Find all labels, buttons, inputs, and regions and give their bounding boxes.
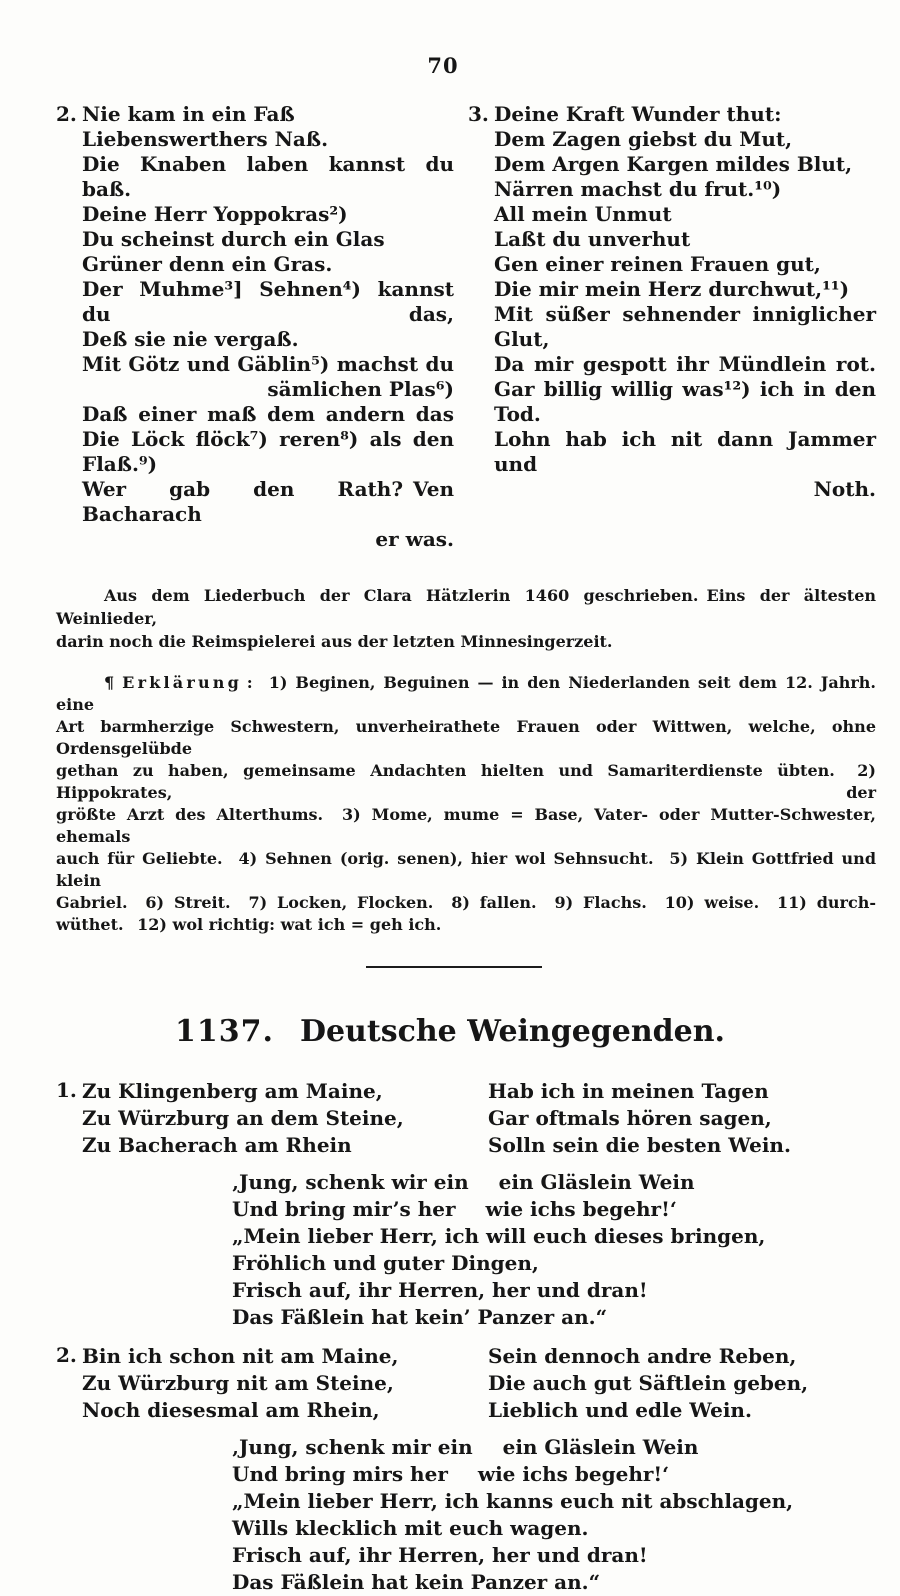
poem-line: Der Muhme³] Sehnen⁴) kannst du das, <box>82 277 454 326</box>
poem-line: Zu Klingenberg am Maine, <box>82 1079 383 1103</box>
poem-line: Grüner denn ein Gras. <box>82 252 333 276</box>
stanza-3-lines <box>494 102 876 552</box>
poem-line: Da mir gespott ihr Mündlein rot. <box>494 352 876 376</box>
poem-line: Laßt du unverhut <box>494 227 691 251</box>
poem-line: „Mein lieber Herr, ich kanns euch nit abschlagen, <box>232 1489 794 1513</box>
footnote-line: Gabriel. 6) Streit. 7) Locken, Flocken. 8) fallen. 9) Flachs. 10) weise. 11) durch- <box>56 893 876 912</box>
verse-1-right <box>468 1078 876 1159</box>
poem-line: Deine Herr Yoppokras²) <box>82 202 348 226</box>
stanza-2-number: 2. <box>56 102 77 126</box>
poem-line: Deine Kraft Wunder thut: <box>494 102 782 126</box>
poem-line: Wer gab den Rath? Ven Bacharach <box>82 477 454 526</box>
poem-line: Zu Bacherach am Rhein <box>82 1133 352 1157</box>
poem-line: Und bring mirs her wie ichs begehr!‘ <box>232 1462 670 1486</box>
poem-line: Die Knaben laben kannst du baß. <box>82 152 454 201</box>
source-note <box>56 584 876 653</box>
song-title <box>56 1014 844 1050</box>
poem-line: Das Fäßlein hat kein Panzer an.“ <box>232 1570 601 1594</box>
poem-line: Daß einer maß dem andern das <box>82 402 454 426</box>
poem-line: Wills klecklich mit euch wagen. <box>232 1516 589 1540</box>
refrain-1 <box>232 1169 876 1331</box>
poem-line: Gen einer reinen Frauen gut, <box>494 252 821 276</box>
footnotes-paragraph <box>56 672 876 936</box>
poem-line: Die Löck flöck⁷) reren⁸) als den Flaß.⁹) <box>82 427 454 476</box>
poem-line: All mein Unmut <box>494 202 672 226</box>
poem-line: Liebenswerthers Naß. <box>82 127 329 151</box>
poem-line: Lohn hab ich nit dann Jammer und <box>494 427 876 476</box>
verse-2 <box>56 1343 876 1424</box>
footnote-line: größte Arzt des Alterthums. 3) Mome, mume = Base, Vater- oder Mutter-Schwester, ehemals <box>56 805 876 846</box>
poem-line: er was. <box>375 527 454 551</box>
poem-line: Hab ich in meinen Tagen <box>488 1079 769 1103</box>
poem-line: Zu Würzburg an dem Steine, <box>82 1106 404 1130</box>
source-note-line: Aus dem Liederbuch der Clara Hätzlerin 1460 geschrieben. Eins der ältesten Weinlieder, <box>56 586 876 628</box>
footnote-line: ¶ E r k l ä r u n g : 1) Beginen, Beguinen — in den Niederlanden seit dem 12. Jahrh. eine <box>56 673 876 714</box>
verse-2-number: 2. <box>56 1343 77 1367</box>
stanza-3-number: 3. <box>468 102 489 126</box>
poem-line: Lieblich und edle Wein. <box>488 1398 752 1422</box>
poem-line: Noch diesesmal am Rhein, <box>82 1398 380 1422</box>
poem-line: sämlichen Plas⁶) <box>267 377 454 401</box>
song-title-text: Deutsche Weingegenden. <box>299 1014 726 1049</box>
footnote-line: gethan zu haben, gemeinsame Andachten hielten und Samariterdienste übten. 2) Hippokrates, der <box>56 761 876 802</box>
poem-line: Die auch gut Säftlein geben, <box>488 1371 809 1395</box>
poem-line: Bin ich schon nit am Maine, <box>82 1344 399 1368</box>
poem-line: Mit süßer sehnender inniglicher Glut, <box>494 302 876 351</box>
verse-1 <box>56 1078 876 1159</box>
verse-2-right <box>468 1343 876 1424</box>
footnote-line: wüthet. 12) wol richtig: wat ich = geh ich. <box>56 915 442 934</box>
poem-line: Frisch auf, ihr Herren, her und dran! <box>232 1543 648 1567</box>
source-note-line: darin noch die Reimspielerei aus der letzten Minnesingerzeit. <box>56 632 613 651</box>
refrain-2 <box>232 1434 876 1596</box>
poem-line: Dem Argen Kargen mildes Blut, <box>494 152 853 176</box>
footnote-line: auch für Geliebte. 4) Sehnen (orig. senen), hier wol Sehnsucht. 5) Klein Gottfried und klein <box>56 849 876 890</box>
poem-line: Gar oftmals hören sagen, <box>488 1106 772 1130</box>
poem-line: Und bring mir’s her wie ichs begehr!‘ <box>232 1197 677 1221</box>
poem-line: Du scheinst durch ein Glas <box>82 227 385 251</box>
poem-line: Nie kam in ein Faß <box>82 102 295 126</box>
stanza-section <box>56 102 876 552</box>
poem-line: Fröhlich und guter Dingen, <box>232 1251 539 1275</box>
stanza-2 <box>56 102 454 552</box>
verse-2-left <box>56 1343 454 1424</box>
poem-line: Gar billig willig was¹²) ich in den Tod. <box>494 377 876 426</box>
song-number: 1137. <box>174 1014 274 1049</box>
poem-line: ‚Jung, schenk mir ein ein Gläslein Wein <box>232 1435 699 1459</box>
stanza-2-lines <box>82 102 454 552</box>
poem-line: Mit Götz und Gäblin⁵) machst du <box>82 352 454 376</box>
page-number: 70 <box>427 53 459 78</box>
poem-line: Sein dennoch andre Reben, <box>488 1344 797 1368</box>
stanza-3 <box>468 102 876 552</box>
footnote-line: Art barmherzige Schwestern, unverheirathete Frauen oder Wittwen, welche, ohne Ordensgelübde <box>56 717 876 758</box>
poem-line: Noth. <box>813 477 876 501</box>
poem-line: Dem Zagen giebst du Mut, <box>494 127 793 151</box>
section-divider <box>366 966 542 968</box>
verse-1-left <box>56 1078 454 1159</box>
poem-line: „Mein lieber Herr, ich will euch dieses bringen, <box>232 1224 766 1248</box>
poem-line: ‚Jung, schenk wir ein ein Gläslein Wein <box>232 1170 695 1194</box>
poem-line: Zu Würzburg nit am Steine, <box>82 1371 394 1395</box>
poem-line: Solln sein die besten Wein. <box>488 1133 791 1157</box>
verse-1-number: 1. <box>56 1078 77 1102</box>
poem-line: Närren machst du frut.¹⁰) <box>494 177 782 201</box>
poem-line: Deß sie nie vergaß. <box>82 327 299 351</box>
poem-line: Frisch auf, ihr Herren, her und dran! <box>232 1278 648 1302</box>
poem-line: Das Fäßlein hat kein’ Panzer an.“ <box>232 1305 608 1329</box>
poem-line: Die mir mein Herz durchwut,¹¹) <box>494 277 850 301</box>
